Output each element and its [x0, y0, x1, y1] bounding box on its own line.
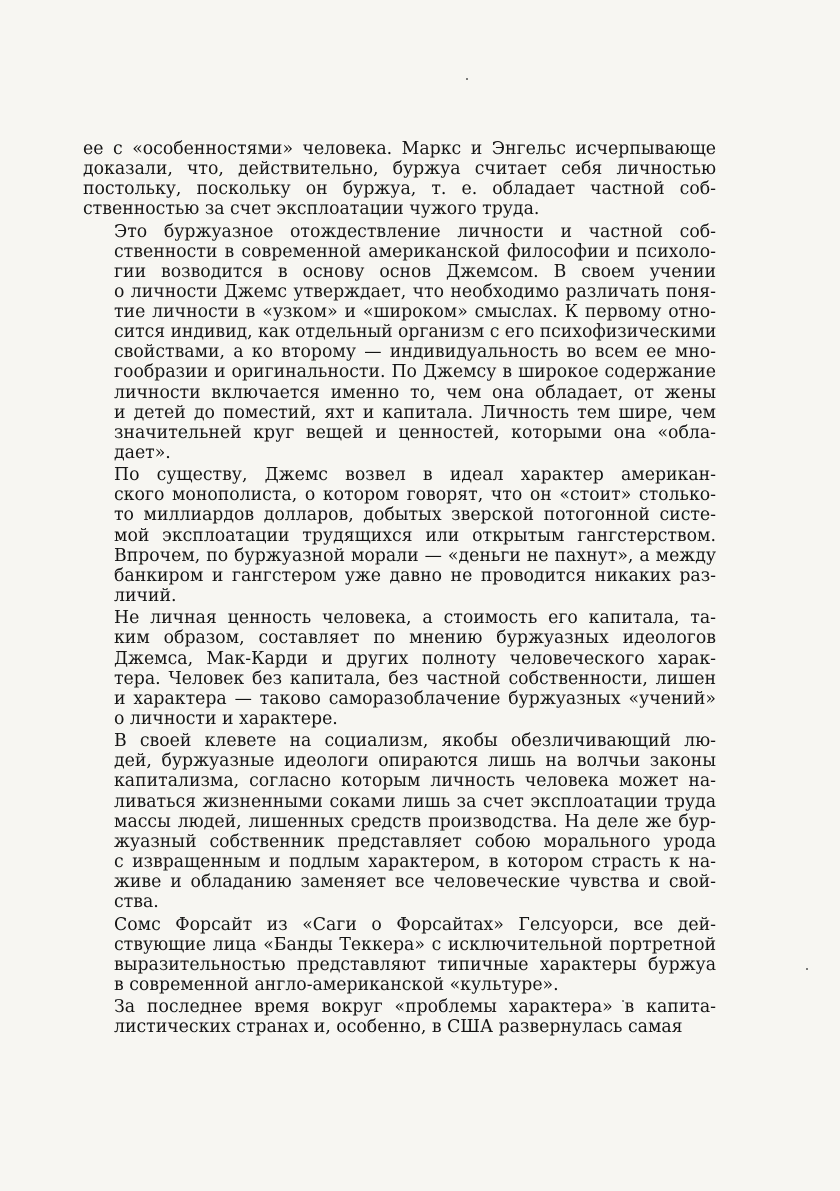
- paragraph: [83, 139, 716, 219]
- paragraph: [83, 608, 716, 729]
- text-line: мой эксплоатации трудящихся или открытым гангстерством.: [114, 525, 716, 546]
- text-line: ственностью за счет эксплоатации чужого труда.: [83, 199, 540, 220]
- text-line: выразительностью представляют типичные характеры буржуа: [114, 954, 716, 975]
- text-line: о личности и характере.: [114, 708, 338, 729]
- text-line: дает».: [114, 442, 171, 463]
- text-line: о личности Джемс утверждает, что необходимо различать поня-: [114, 282, 716, 303]
- text-line: в современной англо-американской «культуре».: [114, 974, 559, 995]
- text-line: ского монополиста, о котором говорят, что он «стоит» столько-: [114, 485, 716, 506]
- text-line: Джемса, Мак-Карди и других полноту человеческого харак-: [114, 648, 716, 669]
- text-line: свойствами, а ко второму — индивидуальность во всем ее мно-: [114, 342, 716, 363]
- text-line: ее с «особенностями» человека. Маркс и Энгельс исчерпывающе: [83, 139, 716, 159]
- text-line: По существу, Джемс возвел в идеал характер американ-: [114, 465, 716, 486]
- text-line: капитализма, согласно которым личность человека может на-: [114, 771, 716, 792]
- text-line: За последнее время вокруг «проблемы характера» в капита-: [114, 997, 716, 1018]
- text-line: постольку, поскольку он буржуа, т. е. обладает частной соб-: [83, 179, 716, 200]
- text-line: ким образом, составляет по мнению буржуазных идеологов: [114, 628, 716, 649]
- text-line: сится индивид, как отдельный организм с его психофизическими: [114, 322, 717, 343]
- text-line: Это буржуазное отождествление личности и частной соб-: [114, 221, 716, 242]
- body-text: [83, 139, 716, 1040]
- text-line: значительней круг вещей и ценностей, которыми она «обла-: [114, 422, 716, 443]
- text-line: жуазный собственник представляет собою морального урода: [114, 831, 716, 852]
- text-line: ства.: [114, 892, 159, 913]
- text-line: доказали, что, действительно, буржуа считает себя личностью: [83, 159, 716, 180]
- text-line: банкиром и гангстером уже давно не проводится никаких раз-: [114, 565, 716, 586]
- text-line: живе и обладанию заменяет все человеческие чувства и свой-: [114, 871, 716, 892]
- print-speck: [806, 968, 808, 970]
- text-line: личий.: [114, 585, 177, 606]
- text-line: В своей клевете на социализм, якобы обезличивающий лю-: [114, 731, 716, 752]
- paragraph: [83, 465, 716, 606]
- text-line: гии возводится в основу основ Джемсом. В своем учении: [114, 261, 716, 282]
- text-line: Не личная ценность человека, а стоимость его капитала, та-: [114, 608, 716, 629]
- print-speck: [466, 78, 468, 80]
- text-line: листических странах и, особенно, в США развернулась самая: [114, 1017, 683, 1038]
- text-line: то миллиардов долларов, добытых зверской потогонной систе-: [114, 505, 716, 526]
- paragraph: [83, 731, 716, 912]
- text-line: массы людей, лишенных средств производства. На деле же бур-: [114, 811, 716, 832]
- text-line: ствующие лица «Банды Теккера» с исключительной портретной: [114, 934, 716, 955]
- paragraph: [83, 222, 716, 463]
- text-line: дей, буржуазные идеологи опираются лишь на волчьи законы: [114, 751, 716, 772]
- paragraph: [83, 997, 716, 1037]
- text-line: тие личности в «узком» и «широком» смыслах. К первому отно-: [114, 302, 716, 323]
- text-line: Впрочем, по буржуазной морали — «деньги не пахнут», а между: [114, 545, 716, 566]
- text-line: и характера — таково саморазоблачение буржуазных «учений»: [114, 688, 716, 709]
- text-line: тера. Человек без капитала, без частной собственности, лишен: [114, 668, 716, 689]
- text-line: и детей до поместий, яхт и капитала. Личность тем шире, чем: [114, 402, 716, 423]
- text-line: Сомс Форсайт из «Саги о Форсайтах» Гелсуорси, все дей-: [114, 914, 716, 935]
- text-line: личности включается именно то, чем она обладает, от жены: [114, 382, 716, 403]
- text-line: с извращенным и подлым характером, в котором страсть к на-: [114, 851, 716, 872]
- text-line: ственности в современной американской философии и психоло-: [114, 241, 716, 262]
- text-line: гообразии и оригинальности. По Джемсу в широкое содержание: [114, 362, 716, 383]
- text-line: ливаться жизненными соками лишь за счет эксплоатации труда: [114, 791, 716, 812]
- paragraph: [83, 915, 716, 995]
